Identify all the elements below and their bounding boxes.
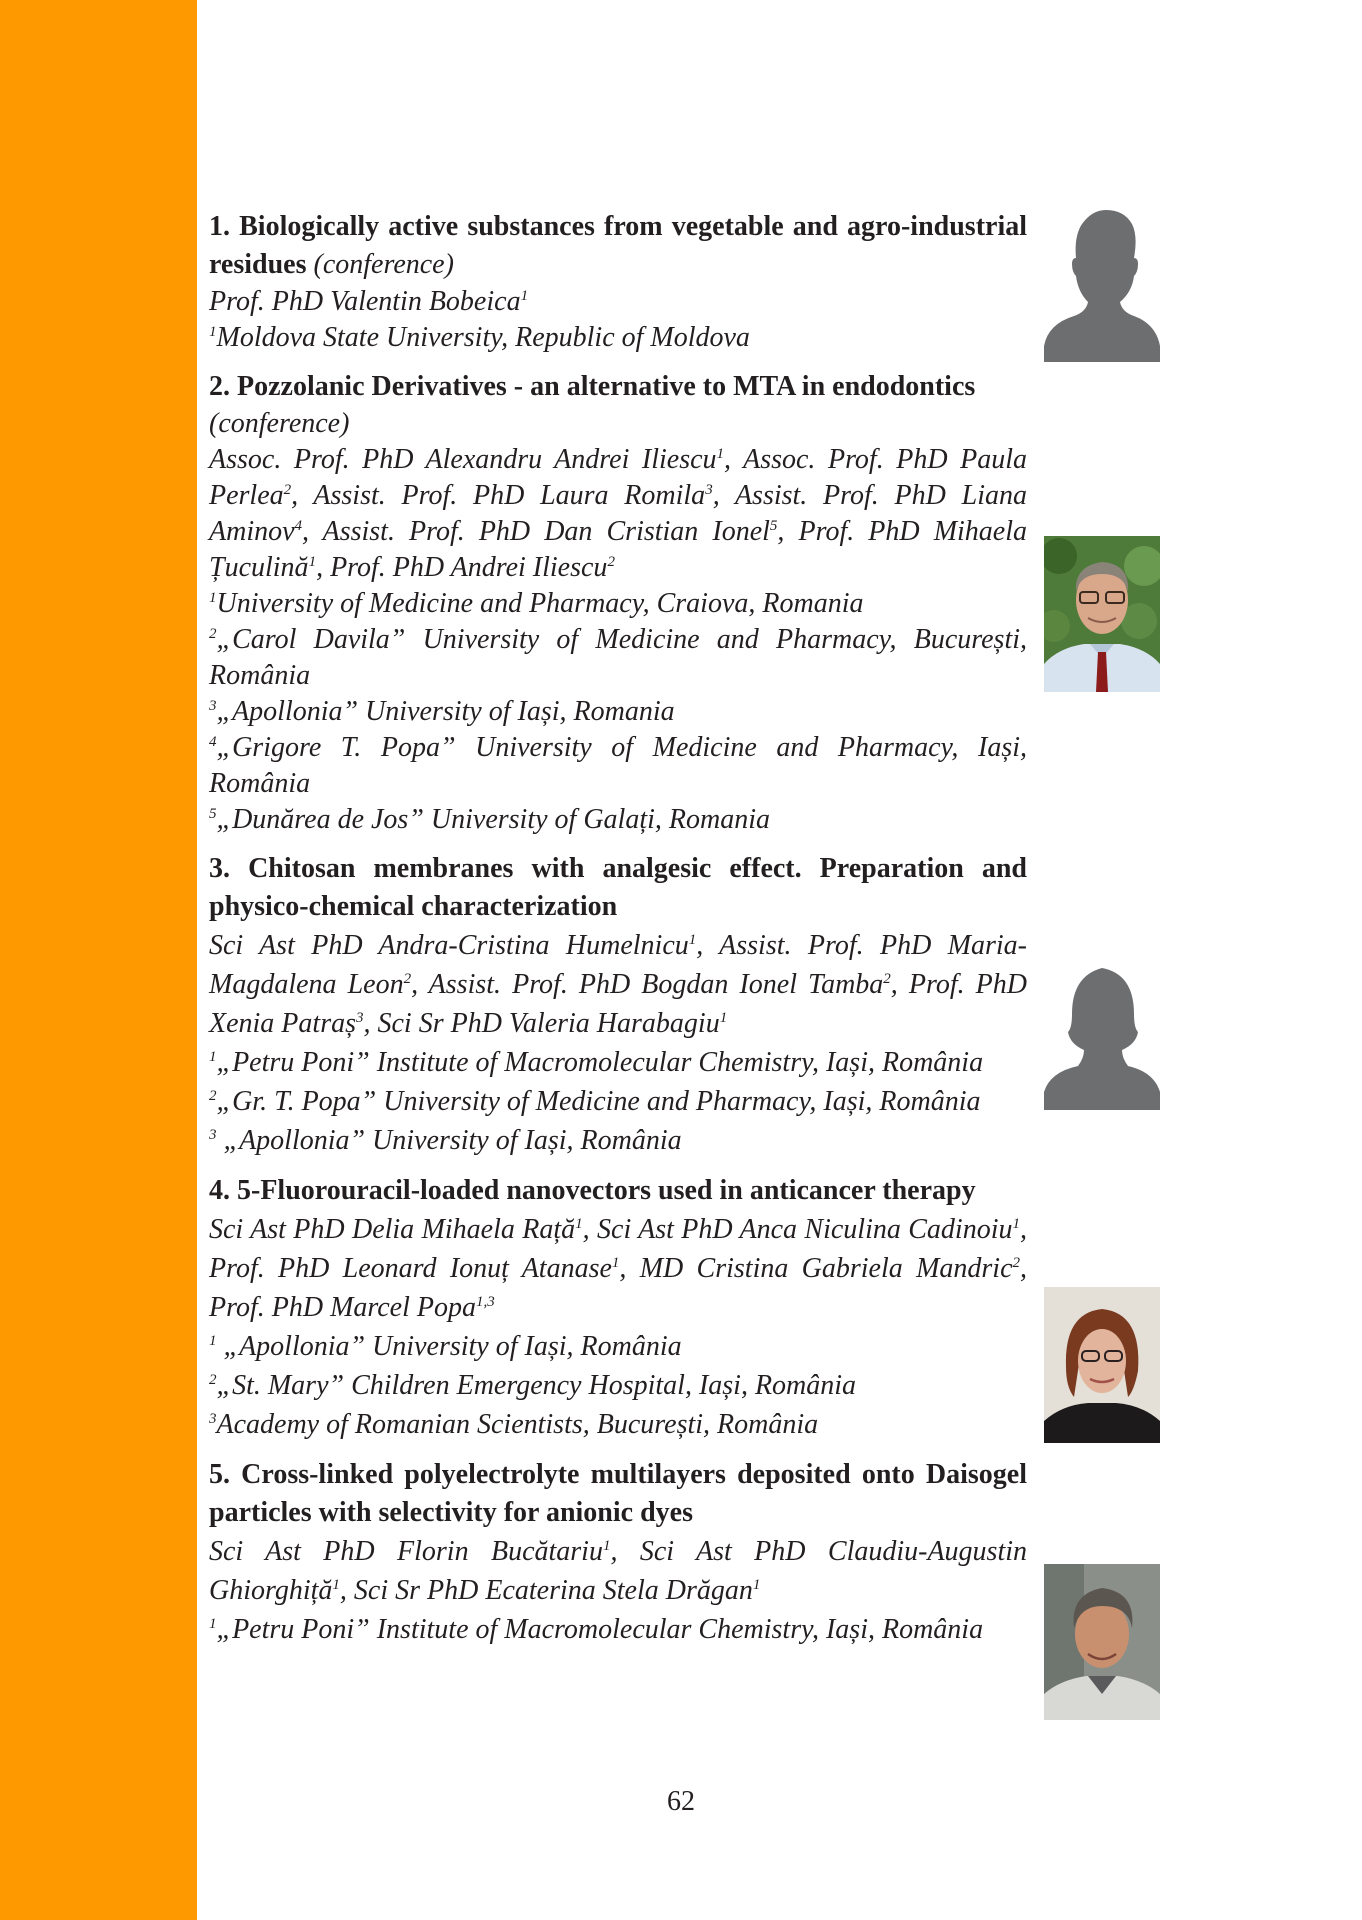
affiliation: [209, 622, 1027, 694]
author-separator: ,: [696, 930, 720, 961]
affiliation-number: 2: [209, 1088, 217, 1104]
abstract-entry: [209, 1172, 1027, 1444]
abstract-number: 1.: [209, 211, 230, 242]
affiliation-marker: 1: [752, 1577, 761, 1593]
affiliation: [209, 1366, 1027, 1405]
author-name: Sci Sr PhD Valeria Harabagiu: [377, 1008, 720, 1039]
presentation-type-note: (conference): [209, 408, 350, 439]
affiliation-marker: 1: [1012, 1216, 1020, 1232]
author-name: Assist. Prof. PhD Dan Cristian Ionel: [322, 516, 770, 547]
abstract-title-text: Biologically active substances from vegetable and agro-industrial residues: [209, 211, 1028, 280]
affiliation-text: „Apollonia” University of Iași, România: [216, 1331, 682, 1362]
abstract-number: 3.: [209, 853, 230, 884]
affiliation-number: 2: [209, 1372, 217, 1388]
affiliation-marker: 1: [719, 1010, 728, 1026]
abstract-title: [209, 368, 1027, 406]
affiliation-marker: 2: [283, 482, 292, 498]
author-name: Prof. PhD Xenia Patraș: [209, 969, 1028, 1039]
author-separator: ,: [712, 480, 735, 511]
affiliation-text: „Petru Poni” Institute of Macromolecular Chemistry, Iași, România: [216, 1614, 984, 1645]
affiliation-marker: 1: [520, 288, 529, 304]
author-name: Sci Sr PhD Ecaterina Stela Drăgan: [353, 1575, 753, 1606]
affiliation-text: „Apollonia” University of Iași, Romania: [216, 696, 675, 727]
affiliation-marker: 1,3: [475, 1294, 495, 1310]
affiliation-marker: 1: [575, 1216, 583, 1232]
affiliation-text: „Carol Davila” University of Medicine and Pharmacy, București, România: [209, 624, 1027, 691]
author-list: [209, 926, 1027, 1043]
author-name: Prof. PhD Marcel Popa: [209, 1292, 476, 1323]
author-name: Assoc. Prof. PhD Paula Perlea: [209, 444, 1027, 511]
affiliation: [209, 1405, 1027, 1444]
author-name: Sci Ast PhD Anca Niculina Cadinoiu: [597, 1214, 1013, 1245]
author-separator: ,: [890, 969, 909, 1000]
abstract-title-text: Cross-linked polyelectrolyte multilayers deposited onto Daisogel particles with selectivity for anionic dyes: [209, 1459, 1028, 1528]
abstract-entry: [209, 368, 1027, 838]
affiliation-text: Moldova State University, Republic of Moldova: [216, 322, 750, 353]
author-separator: ,: [291, 480, 314, 511]
affiliation: [209, 1043, 1027, 1082]
affiliation-marker: 1: [611, 1255, 620, 1271]
affiliation-number: 3: [209, 698, 217, 714]
affiliation-text: „Dunărea de Jos” University of Galați, Romania: [216, 804, 770, 835]
author-separator: ,: [1020, 1253, 1027, 1284]
author-photo-woman-glasses: [1044, 1287, 1160, 1443]
abstract-title: [209, 1456, 1027, 1532]
author-photo-placeholder-female: [1044, 954, 1160, 1110]
author-name: Sci Ast PhD Florin Bucătariu: [209, 1536, 603, 1567]
abstract-entry: [209, 850, 1027, 1160]
author-name: Prof. PhD Mihaela Țuculină: [209, 516, 1028, 583]
abstract-title-text: 5-Fluorouracil-loaded nanovectors used in anticancer therapy: [237, 1175, 976, 1206]
author-name: Prof. PhD Valentin Bobeica: [209, 286, 521, 317]
affiliation-marker: 2: [403, 971, 412, 987]
affiliation-number: 3: [209, 1127, 217, 1143]
author-photo-man-glasses: [1044, 536, 1160, 692]
page-margin-band: [0, 0, 197, 1920]
author-name: Prof. PhD Leonard Ionuț Atanase: [209, 1253, 612, 1284]
abstract-number: 2.: [209, 371, 230, 402]
affiliation-number: 1: [209, 1333, 217, 1349]
author-separator: ,: [363, 1008, 378, 1039]
author-list: [209, 442, 1027, 586]
abstract-entry: [209, 1456, 1027, 1649]
author-separator: ,: [582, 1214, 598, 1245]
affiliation-text: University of Medicine and Pharmacy, Craiova, Romania: [216, 588, 864, 619]
affiliation: [209, 1327, 1027, 1366]
affiliation-number: 1: [209, 1049, 217, 1065]
affiliation-text: „Grigore T. Popa” University of Medicine and Pharmacy, Iași, România: [209, 732, 1027, 799]
author-name: Sci Ast PhD Claudiu-Augustin Ghiorghiță: [209, 1536, 1028, 1606]
affiliation-text: „Petru Poni” Institute of Macromolecular Chemistry, Iași, România: [216, 1047, 984, 1078]
affiliation-number: 1: [209, 1616, 217, 1632]
author-photo-placeholder-male: [1044, 206, 1160, 362]
page-number: [0, 1786, 1362, 1818]
affiliation-marker: 1: [716, 446, 725, 462]
author-list: [209, 1532, 1027, 1610]
abstract-number: 5.: [209, 1459, 230, 1490]
author-separator: ,: [1020, 1214, 1027, 1245]
affiliation-marker: 3: [705, 482, 713, 498]
author-name: Assoc. Prof. PhD Alexandru Andrei Iliescu: [209, 444, 717, 475]
author-list: [209, 1210, 1027, 1327]
affiliation-marker: 1: [332, 1577, 340, 1593]
author-photo-man: [1044, 1564, 1160, 1720]
author-name: Assist. Prof. PhD Laura Romila: [313, 480, 706, 511]
abstract-list: [209, 208, 1027, 1661]
abstract-entry: [209, 208, 1027, 356]
affiliation-number: 4: [209, 734, 217, 750]
affiliation-marker: 5: [769, 518, 778, 534]
affiliation-number: 2: [209, 626, 217, 642]
author-name: Sci Ast PhD Delia Mihaela Rață: [209, 1214, 576, 1245]
affiliation: [209, 1121, 1027, 1160]
author-name: Prof. PhD Andrei Iliescu: [330, 552, 608, 583]
abstract-title: [209, 850, 1027, 926]
abstract-number: 4.: [209, 1175, 230, 1206]
affiliation: [209, 1610, 1027, 1649]
author-separator: ,: [339, 1575, 354, 1606]
affiliation-marker: 1: [602, 1538, 611, 1554]
affiliation: [209, 320, 1027, 356]
presentation-type-note: (conference): [313, 249, 454, 280]
author-separator: ,: [302, 516, 323, 547]
affiliation-marker: 2: [883, 971, 891, 987]
affiliation-number: 1: [209, 590, 217, 606]
author-list: [209, 284, 1027, 320]
author-name: Sci Ast PhD Andra-Cristina Humelnicu: [209, 930, 689, 961]
affiliation: [209, 730, 1027, 802]
affiliation-number: 3: [209, 1411, 217, 1427]
abstract-title-text: Chitosan membranes with analgesic effect. Preparation and physico-chemical characterization: [209, 853, 1028, 922]
affiliation-marker: 3: [356, 1010, 364, 1026]
affiliation-number: 1: [209, 324, 217, 340]
affiliation: [209, 694, 1027, 730]
author-separator: ,: [619, 1253, 640, 1284]
author-name: Assist. Prof. PhD Liana Aminov: [209, 480, 1027, 547]
abstract-title-text: Pozzolanic Derivatives - an alternative to MTA in endodontics: [237, 371, 976, 402]
affiliation: [209, 586, 1027, 622]
affiliation-marker: 2: [1012, 1255, 1020, 1271]
affiliation-text: „Gr. T. Popa” University of Medicine and Pharmacy, Iași, România: [216, 1086, 981, 1117]
author-separator: ,: [316, 552, 331, 583]
affiliation-marker: 1: [688, 932, 697, 948]
author-separator: ,: [610, 1536, 640, 1567]
affiliation-marker: 2: [607, 554, 615, 570]
author-separator: ,: [777, 516, 799, 547]
abstract-title: [209, 208, 1027, 284]
affiliation: [209, 1082, 1027, 1121]
author-name: Assist. Prof. PhD Bogdan Ionel Tamba: [428, 969, 884, 1000]
affiliation-text: „Apollonia” University of Iași, România: [216, 1125, 682, 1156]
author-separator: ,: [724, 444, 744, 475]
affiliation-text: „St. Mary” Children Emergency Hospital, Iași, România: [216, 1370, 857, 1401]
affiliation-text: Academy of Romanian Scientists, București, România: [216, 1409, 819, 1440]
author-separator: ,: [411, 969, 429, 1000]
affiliation-number: 5: [209, 806, 217, 822]
page-number-text: 62: [667, 1786, 695, 1817]
author-name: Assist. Prof. PhD Maria-Magdalena Leon: [209, 930, 1027, 1000]
affiliation: [209, 802, 1027, 838]
affiliation-marker: 1: [308, 554, 317, 570]
affiliation-marker: 4: [294, 518, 303, 534]
author-name: MD Cristina Gabriela Mandric: [639, 1253, 1013, 1284]
abstract-title: [209, 1172, 1027, 1210]
